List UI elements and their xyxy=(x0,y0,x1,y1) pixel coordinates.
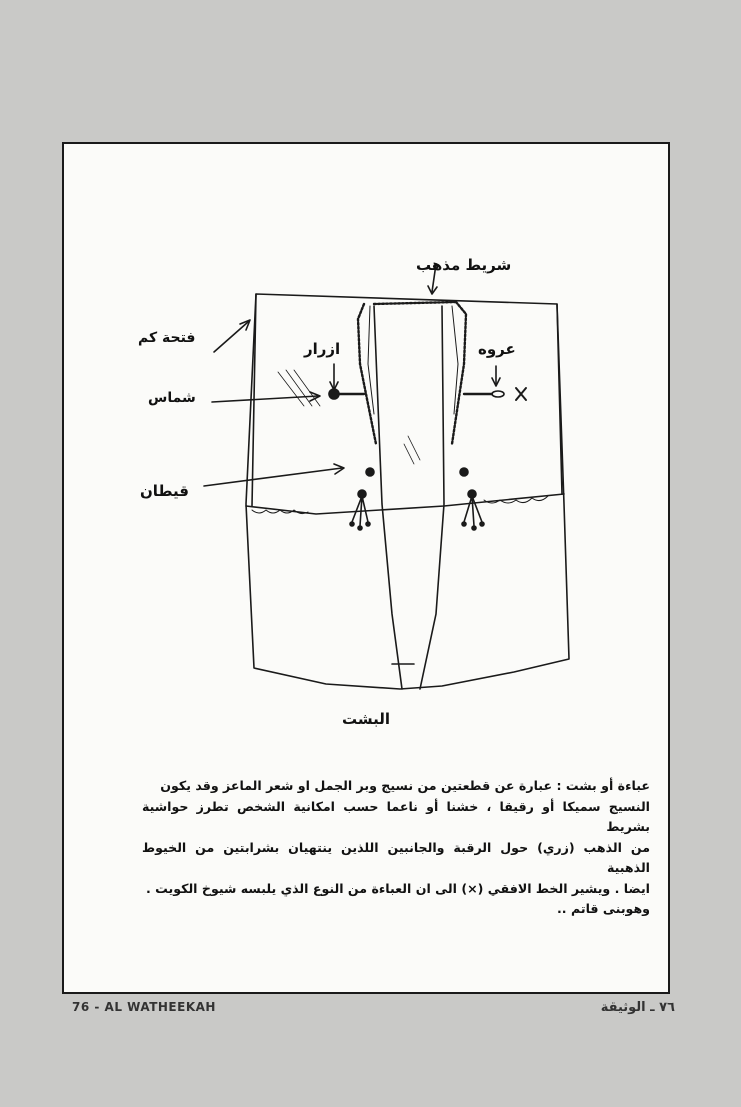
description-line: عباءة أو بشت : عبارة عن قطعتين من نسيج وبر الجمل او شعر الماعز وقد يكون xyxy=(160,778,650,793)
front-opening-right xyxy=(420,306,444,689)
arrow-sleeve-opening xyxy=(214,322,248,352)
arrow-shamas xyxy=(212,396,318,402)
garment-outline xyxy=(246,294,569,689)
figure-caption: البشت xyxy=(341,710,391,728)
arrow-qaytan xyxy=(204,468,342,486)
loop-ring xyxy=(492,391,504,397)
description-line: وهوبنى قاتم .. xyxy=(557,901,650,916)
tassel-knot xyxy=(460,468,468,476)
right-sleeve-fold xyxy=(557,304,562,494)
shading xyxy=(404,436,420,464)
page-frame xyxy=(62,142,670,994)
label-buttons: ازرار xyxy=(304,340,341,358)
tassel-knot xyxy=(366,468,374,476)
description-paragraph xyxy=(142,776,650,920)
gold-band-inner xyxy=(368,306,458,414)
cross-mark xyxy=(516,388,526,400)
front-opening-left xyxy=(374,306,402,689)
tassel-threads xyxy=(464,496,482,526)
yoke-line xyxy=(246,494,564,514)
label-gold-band: شريط مذهب xyxy=(416,256,512,274)
label-shamas: شماس xyxy=(148,390,196,406)
label-loops: عروه xyxy=(478,340,516,358)
shading xyxy=(278,370,320,406)
footer-page-number-arabic: ٧٦ ـ الوثيقة xyxy=(600,1000,675,1015)
description-line: ايضا . ويشير الخط الافقي (×) الى ان العباءة من النوع الذي يلبسه شيوخ الكويت . xyxy=(146,880,650,896)
description-line: من الذهب (زري) حول الرقبة والجانبين اللذين ينتهيان بشرابتين من الخيوط الذهبية xyxy=(142,839,650,875)
label-sleeve-opening: فتحة كم xyxy=(138,330,196,346)
description-line: النسيج سميكا أو رقيقا ، خشنا أو ناعما حسب امكانية الشخص تطرز حواشية بشريط xyxy=(142,798,650,834)
label-qaytan: قيطان xyxy=(140,482,189,500)
footer-page-number-latin: 76 - AL WATHEEKAH xyxy=(72,1000,216,1014)
